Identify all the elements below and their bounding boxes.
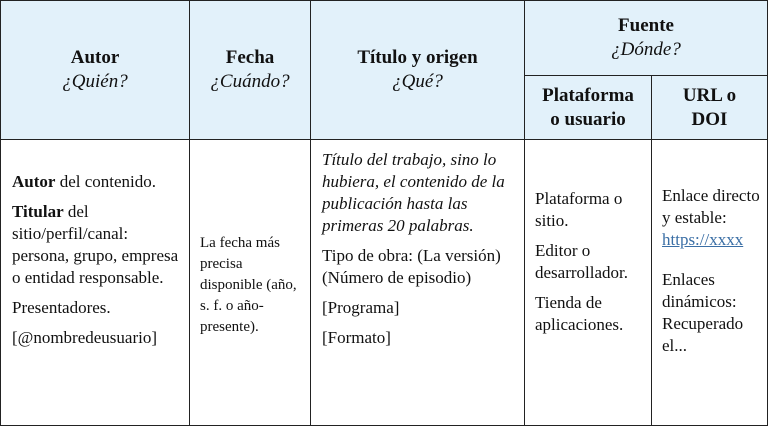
titulo-p2: Tipo de obra: (La versión) (Número de episodio) (322, 246, 501, 287)
header-fecha-title: Fecha (225, 47, 275, 68)
cell-autor (0, 139, 190, 426)
fecha-text: La fecha más precisa disponible (año, s. f. o año-presente). (200, 235, 297, 335)
header-plataforma (524, 75, 652, 140)
header-autor-title: Autor (70, 47, 120, 68)
header-fuente-title: Fuente (618, 15, 674, 36)
autor-p1: Autor del contenido. (12, 172, 157, 191)
header-fuente-question: ¿Dónde? (611, 39, 681, 60)
cell-fecha (189, 139, 311, 426)
autor-p2: Titular del sitio/perfil/canal: persona, grupo, empresa o entidad responsable. (12, 202, 179, 287)
header-autor-question: ¿Quién? (62, 71, 128, 92)
header-titulo-question: ¿Qué? (392, 71, 443, 92)
header-plataforma-line2: o usuario (550, 108, 626, 130)
plataforma-p3: Tienda de aplicaciones. (535, 293, 624, 334)
url-p1: Enlace directo y estable: (662, 186, 760, 227)
header-plataforma-line1: Plataforma (542, 84, 634, 106)
header-url-line1: URL o (682, 84, 737, 106)
titulo-p1: Título del trabajo, sino lo hubiera, el contenido de la publicación hasta las primeras 20 palabras. (322, 150, 505, 235)
cell-url (651, 139, 768, 426)
autor-p4: [@nombredeusuario] (12, 328, 157, 347)
header-titulo-title: Título y origen (357, 47, 478, 68)
header-url (651, 75, 768, 140)
titulo-p3: [Programa] (322, 298, 400, 317)
header-titulo (310, 0, 525, 140)
url-link[interactable]: https://xxxx (662, 230, 744, 249)
header-url-line2: DOI (691, 108, 728, 130)
cell-titulo (310, 139, 525, 426)
plataforma-p1: Plataforma o sitio. (535, 189, 623, 230)
titulo-p4: [Formato] (322, 328, 391, 347)
plataforma-p2: Editor o desarrollador. (535, 241, 628, 282)
header-fecha (189, 0, 311, 140)
header-autor (0, 0, 190, 140)
header-fecha-question: ¿Cuándo? (210, 71, 290, 92)
cell-plataforma (524, 139, 652, 426)
url-p2: Enlaces dinámicos: Recuperado el... (662, 270, 744, 355)
autor-p3: Presentadores. (12, 298, 111, 317)
header-fuente (524, 0, 768, 76)
